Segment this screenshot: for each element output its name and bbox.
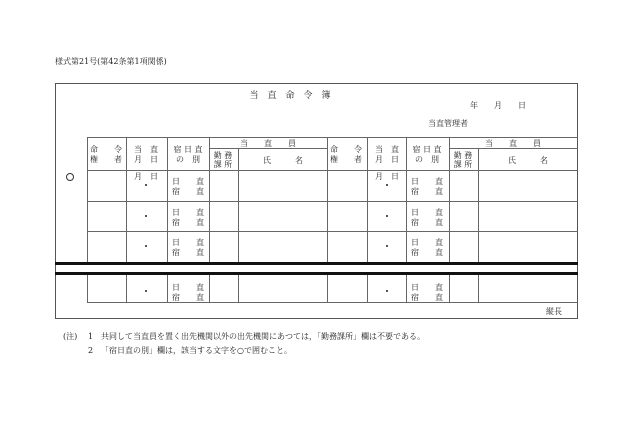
row-nichi-0-3: 日 直 [172, 283, 204, 292]
header-office-sub-1: 課 所 [453, 160, 473, 169]
col-line-4 [238, 148, 239, 262]
row-shuku-1-2: 宿 直 [411, 248, 443, 257]
header-type-sub-0: の 別 [176, 155, 200, 164]
row-line-2 [87, 231, 578, 232]
col-line-7 [406, 137, 407, 262]
row-nichi-1-2: 日 直 [411, 238, 443, 247]
note-2: 「宿日直の別」欄は，該当する文字を○で囲むこと。 [101, 346, 292, 355]
row-nichi-1-0: 日 直 [411, 177, 443, 186]
date-separator-dot [145, 215, 147, 217]
duty-person-sub-line-right [449, 148, 578, 149]
header-office-1: 勤 務 [453, 151, 473, 160]
form-label: 様式第21号(第42条第1項関係) [55, 57, 167, 66]
row-shuku-0-0: 宿 直 [172, 187, 204, 196]
note-1-number: 1 [88, 332, 94, 341]
row-shuku-1-1: 宿 直 [411, 218, 443, 227]
header-order-0: 命 令 [90, 145, 122, 154]
date-separator-dot [386, 215, 388, 217]
row-nichi-1-3: 日 直 [411, 283, 443, 292]
header-duty-day-sub-0: 月 日 [134, 155, 158, 164]
header-duty-person-1: 当 直 員 [485, 139, 541, 148]
date-separator-dot [386, 290, 388, 292]
col-line-8 [449, 137, 450, 262]
header-duty-day-1: 当 直 [375, 145, 399, 154]
row-line-1 [87, 201, 578, 202]
col-line-lower-2 [167, 275, 168, 302]
lower-row-bottom-line [87, 302, 578, 303]
row-shuku-1-3: 宿 直 [411, 293, 443, 302]
note-2-number: 2 [88, 346, 94, 355]
col-line-9 [478, 148, 479, 262]
header-order-sub-1: 権 者 [330, 155, 362, 164]
header-type-0: 宿 日 直 [173, 145, 203, 154]
col-line-lower-4 [238, 275, 239, 302]
date-separator-dot [145, 290, 147, 292]
col-line-lower-9 [478, 275, 479, 302]
header-type-sub-1: の 別 [415, 155, 439, 164]
col-line-lower-7 [406, 275, 407, 302]
manager-label: 当直管理者 [428, 119, 468, 128]
note-label: (注) [63, 332, 78, 341]
date-separator-dot [145, 184, 147, 186]
date-separator-dot [145, 245, 147, 247]
header-duty-day-0: 当 直 [134, 145, 158, 154]
header-office-sub-0: 課 所 [213, 160, 233, 169]
table-top-line [87, 137, 578, 138]
row-month-day-0: 月 日 [134, 172, 158, 181]
col-line-lower-8 [449, 275, 450, 302]
col-line-0 [87, 137, 88, 262]
separator-thick-bottom [55, 272, 578, 275]
date-field[interactable]: 年 月 日 [470, 101, 526, 110]
header-name-1: 氏 名 [508, 156, 548, 165]
row-nichi-0-1: 日 直 [172, 208, 204, 217]
circle-icon [66, 173, 74, 181]
duty-person-sub-line-left [209, 148, 327, 149]
header-office-0: 勤 務 [213, 151, 233, 160]
row-shuku-0-2: 宿 直 [172, 248, 204, 257]
row-nichi-0-0: 日 直 [172, 177, 204, 186]
col-line-6 [367, 137, 368, 262]
header-duty-day-sub-1: 月 日 [375, 155, 399, 164]
row-line-0 [87, 170, 578, 171]
row-nichi-0-2: 日 直 [172, 238, 204, 247]
row-shuku-0-3: 宿 直 [172, 293, 204, 302]
separator-thick-top [55, 262, 578, 265]
header-duty-person-0: 当 直 員 [240, 139, 296, 148]
col-line-5 [327, 137, 328, 262]
row-nichi-1-1: 日 直 [411, 208, 443, 217]
date-separator-dot [386, 245, 388, 247]
date-separator-dot [386, 184, 388, 186]
col-line-lower-1 [126, 275, 127, 302]
header-name-0: 氏 名 [263, 156, 303, 165]
col-line-3 [209, 137, 210, 262]
row-shuku-0-1: 宿 直 [172, 218, 204, 227]
header-order-1: 命 令 [330, 145, 362, 154]
col-line-lower-5 [327, 275, 328, 302]
header-order-sub-0: 権 者 [90, 155, 122, 164]
header-type-1: 宿 日 直 [412, 145, 442, 154]
col-line-lower-3 [209, 275, 210, 302]
col-line-lower-0 [87, 275, 88, 302]
col-line-2 [167, 137, 168, 262]
row-shuku-1-0: 宿 直 [411, 187, 443, 196]
note-1: 共同して当直員を置く出先機関以外の出先機関にあつては，「勤務課所」欄は不要である。 [101, 332, 425, 341]
col-line-lower-6 [367, 275, 368, 302]
form-title: 当 直 命 令 簿 [249, 91, 331, 101]
col-line-1 [126, 137, 127, 262]
tatenaga-label: 縦長 [546, 307, 562, 316]
row-month-day-1: 月 日 [375, 172, 399, 181]
